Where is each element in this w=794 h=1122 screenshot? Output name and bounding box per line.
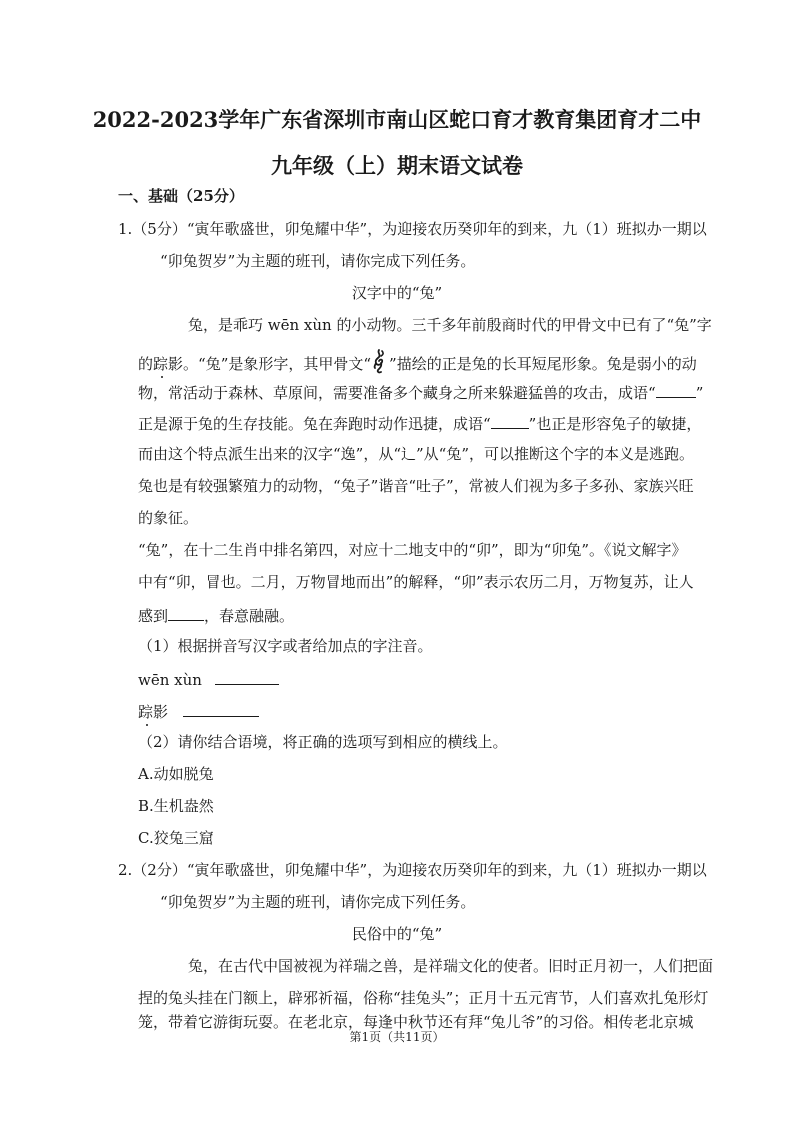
option-a: A.动如脱兔	[138, 765, 214, 783]
dotted-char: 踪	[153, 355, 169, 373]
q2-para1-line2: 捏的兔头挂在门额上，辟邪祈福，俗称“挂兔头”；正月十五元宵节，人们喜欢扎兔形灯	[138, 989, 709, 1007]
q2-para1-line3: 笼，带着它游街玩耍。在老北京，每逢中秋节还有拜“兔儿爷”的习俗。相传老北京城	[138, 1013, 694, 1031]
q1-para1-line4	[138, 412, 701, 434]
q1-intro-line2: “卯兔贺岁”为主题的班刊，请你完成下列任务。	[160, 252, 476, 270]
text-segment: 影。“兔”是象形字，其甲骨文“	[168, 355, 372, 373]
q1-para1-line2	[138, 349, 697, 375]
text-segment: 的	[138, 355, 154, 373]
text-segment: ”描绘的正是兔的长耳短尾形象。兔是弱小的动	[389, 355, 697, 373]
q1-para1-line1: 兔，是乖巧 wēn xùn 的小动物。三千多年前殷商时代的甲骨文中已有了“兔”字	[188, 316, 712, 334]
q1-subquestion-1: （1）根据拼音写汉字或者给加点的字注音。	[138, 637, 433, 655]
q2-intro-line2: “卯兔贺岁”为主题的班刊，请你完成下列任务。	[160, 893, 476, 911]
answer-blank[interactable]	[656, 381, 696, 398]
pinyin-label: wēn xùn	[138, 671, 202, 689]
text-segment: ”	[695, 384, 704, 402]
q1-para1-line7: 的象征。	[138, 509, 199, 527]
q1-para2-line3	[138, 604, 294, 626]
q1-para1-line6: 兔也是有较强繁殖力的动物，“兔子”谐音“吐子”，常被人们视为多子多孙、家族兴旺	[138, 477, 694, 495]
q2-subtitle: 民俗中的“兔”	[351, 925, 443, 943]
q2-intro-line1: 2.（2分）“寅年歌盛世，卯兔耀中华”，为迎接农历癸卯年的到来，九（1）班拟办一期以	[118, 861, 707, 879]
text-segment: 正是源于兔的生存技能。兔在奔跑时动作迅捷，成语“	[138, 415, 491, 433]
option-b: B.生机盎然	[138, 797, 214, 815]
dotted-char: 踪	[138, 703, 154, 721]
q1-para1-line5: 而由这个特点派生出来的汉字“逸”，从“辶”从“兔”，可以推断这个字的本义是逃跑。	[138, 445, 695, 463]
pinyin-answer-blank[interactable]	[215, 668, 279, 685]
q1-para2-line2: 中有“卯，冒也。二月，万物冒地而出”的解释，“卯”表示农历二月，万物复苏，让人	[138, 573, 694, 591]
zongying-answer-blank[interactable]	[183, 700, 259, 717]
q1-intro-line1: 1.（5分）“寅年歌盛世，卯兔耀中华”，为迎接农历癸卯年的到来，九（1）班拟办一期以	[118, 220, 707, 238]
text-segment: 感到	[138, 607, 169, 625]
text-segment: ”也正是形容兔子的敏捷，	[528, 415, 702, 433]
q1-subquestion-2: （2）请你结合语境，将正确的选项写到相应的横线上。	[138, 733, 508, 751]
oracle-bone-rabbit-icon	[372, 349, 388, 375]
section-heading: 一、基础（25分）	[118, 187, 244, 205]
q1-para1-line3	[138, 381, 703, 403]
zongying-answer-row	[138, 700, 259, 722]
q1-para2-line1: “兔”，在十二生肖中排名第四，对应十二地支中的“卯”，即为“卯兔”。《说文解字》	[138, 541, 687, 559]
text-segment: ，春意融融。	[204, 607, 295, 625]
option-c: C.狡兔三窟	[138, 829, 214, 847]
exam-title-line2: 九年级（上）期末语文试卷	[271, 153, 523, 178]
q1-subtitle: 汉字中的“兔”	[351, 284, 443, 302]
exam-title-line1: 2022-2023学年广东省深圳市南山区蛇口育才教育集团育才二中	[92, 107, 702, 132]
q2-para1-line1: 兔，在古代中国被视为祥瑞之兽，是祥瑞文化的使者。旧时正月初一，人们把面	[188, 957, 714, 975]
answer-blank[interactable]	[491, 412, 529, 429]
text-segment: 物，常活动于森林、草原间，需要准备多个藏身之所来躲避猛兽的攻击，成语“	[138, 384, 656, 402]
page-footer: 第1页（共11页）	[349, 1030, 445, 1044]
pinyin-answer-row	[138, 668, 279, 690]
answer-blank[interactable]	[168, 604, 204, 621]
text-segment: 影	[153, 703, 169, 721]
